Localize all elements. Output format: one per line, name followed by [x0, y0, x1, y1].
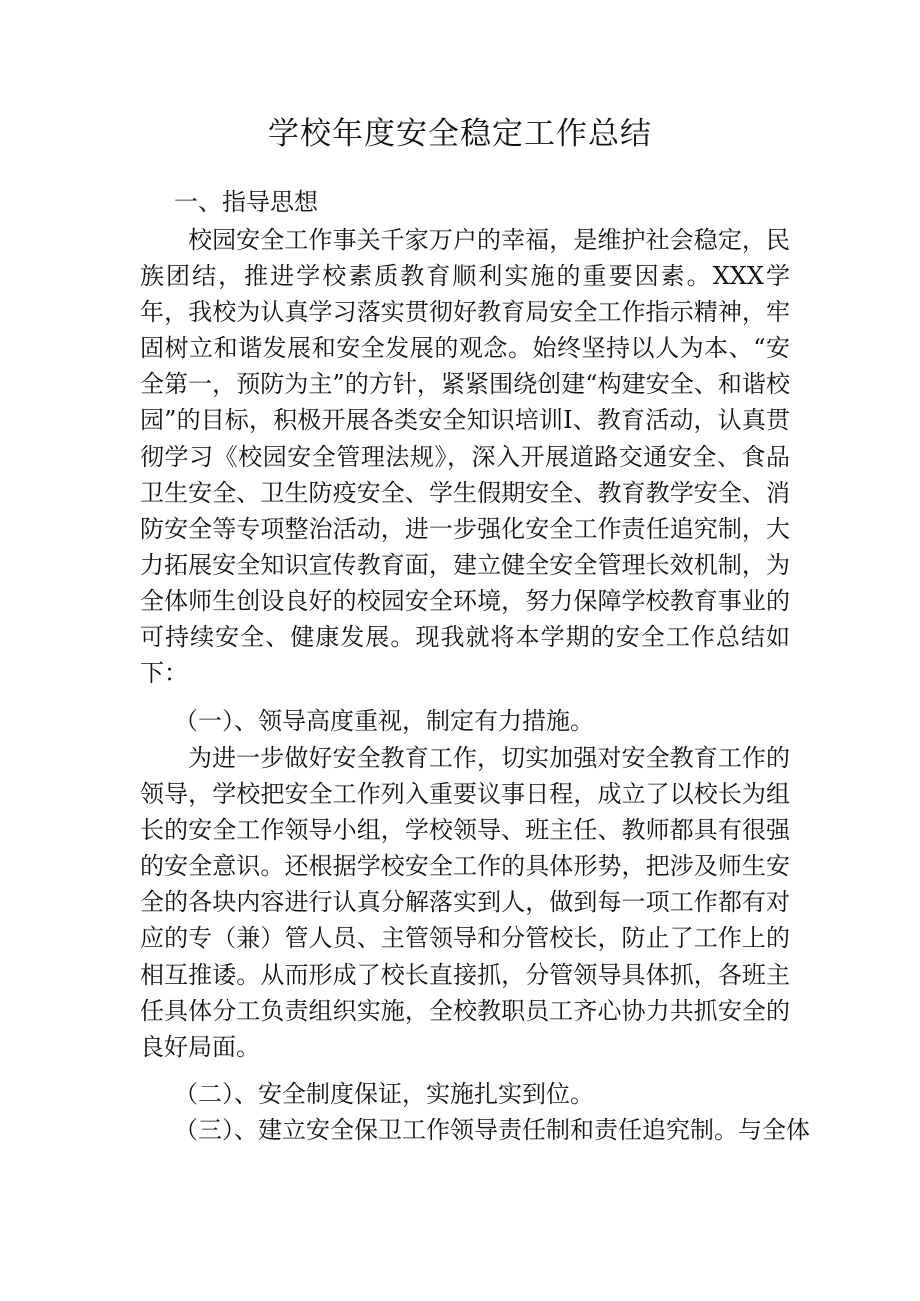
- paragraph-text: 校园安全工作事关千家万户的幸福，是维护社会稳定，民族团结，推进学校素质教育顺利实施的重要因素。XXX学年，我校为认真学习落实贯彻好教育局安全工作指示精神，牢固树立和谐发展和安全发展的观念。始终坚持以人为本、“安全第一，预防为主”的方针，紧紧围绕创建“构建安全、和谐校园”的目标，积极开展各类安全知识培训I、教育活动，认真贯彻学习《校园安全管理法规》，深入开展道路交通安全、食品卫生安全、卫生防疫安全、学生假期安全、教育教学安全、消防安全等专项整治活动，进一步强化安全工作责任追究制，大力拓展安全知识宣传教育面，建立健全安全管理长效机制，为全体师生创设良好的校园安全环境，努力保障学校教育事业的可持续安全、健康发展。现我就将本学期的安全工作总结如下：: [140, 226, 790, 688]
- section-heading-guiding-ideology: 一、指导思想: [174, 188, 318, 216]
- subsection-heading-responsibility: （三）、建立安全保卫工作领导责任制和责任追究制。与全体: [174, 1116, 810, 1144]
- document-title: 学校年度安全稳定工作总结: [268, 116, 652, 152]
- subsection-heading-leadership: （一）、领导高度重视，制定有力措施。: [174, 707, 594, 735]
- subsection-heading-safety-system: （二）、安全制度保证，实施扎实到位。: [174, 1080, 594, 1108]
- paragraph-guiding-ideology: [140, 222, 790, 691]
- paragraph-leadership: [140, 740, 790, 1065]
- paragraph-text: 为进一步做好安全教育工作，切实加强对安全教育工作的领导，学校把安全工作列入重要议事日程，成立了以校长为组长的安全工作领导小组，学校领导、班主任、教师都具有很强的安全意识。还根据学校安全工作的具体形势，把涉及师生安全的各块内容进行认真分解落实到人，做到每一项工作都有对应的专（兼）管人员、主管领导和分管校长，防止了工作上的相互推诿。从而形成了校长直接抓，分管领导具体抓，各班主任具体分工负责组织实施，全校教职员工齐心协力共抓安全的良好局面。: [140, 744, 790, 1061]
